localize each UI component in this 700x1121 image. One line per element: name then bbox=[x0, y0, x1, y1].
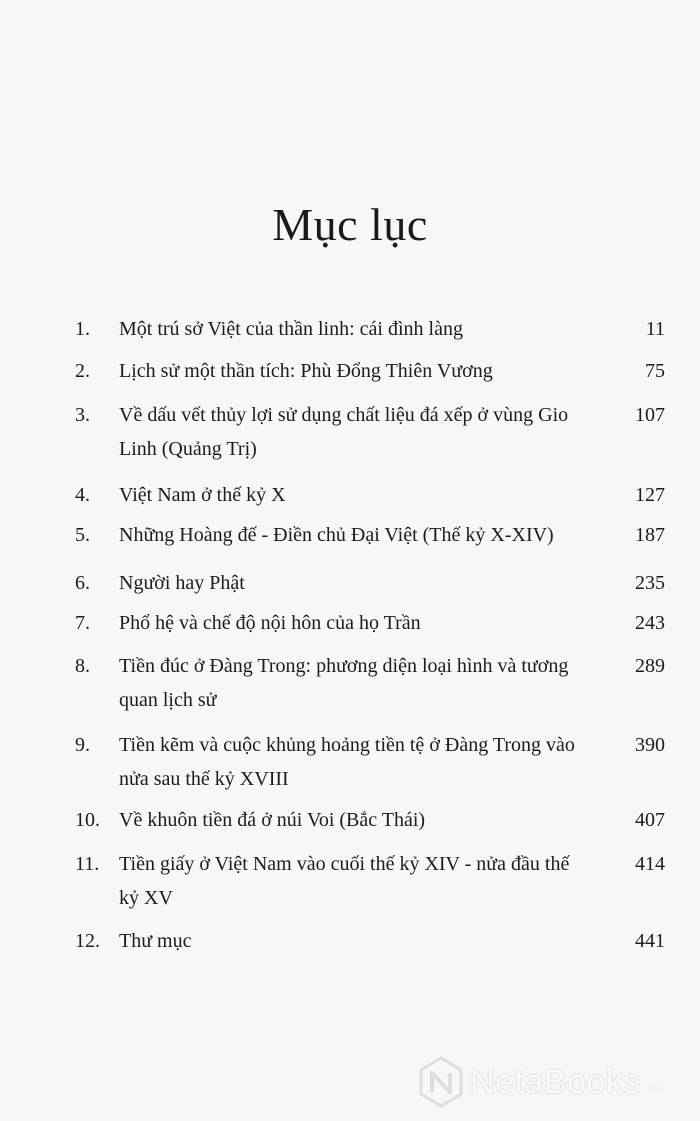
toc-page-number: 390 bbox=[635, 734, 665, 756]
toc-title: Người hay Phật bbox=[119, 572, 245, 594]
toc-page-number: 235 bbox=[635, 572, 665, 594]
toc-number: 10. bbox=[75, 809, 100, 831]
toc-page-number: 289 bbox=[635, 655, 665, 677]
toc-title: Về khuôn tiền đá ở núi Voi (Bắc Thái) bbox=[119, 809, 426, 831]
toc-title: Việt Nam ở thế kỷ X bbox=[119, 484, 286, 506]
toc-title: Tiền kẽm và cuộc khủng hoảng tiền tệ ở Đàng Trong vào nửa sau thế kỷ XVIII bbox=[119, 734, 575, 790]
toc-page-number: 243 bbox=[635, 612, 665, 634]
toc-number: 2. bbox=[75, 360, 90, 382]
toc-number: 1. bbox=[75, 318, 90, 340]
netabooks-logo-icon bbox=[418, 1056, 464, 1108]
toc-page-number: 127 bbox=[635, 484, 665, 506]
toc-number: 7. bbox=[75, 612, 90, 634]
toc-page-number: 11 bbox=[645, 318, 665, 340]
watermark bbox=[418, 1055, 664, 1109]
toc-number: 9. bbox=[75, 734, 90, 756]
toc-title: Lịch sử một thần tích: Phù Đổng Thiên Vương bbox=[119, 360, 493, 382]
toc-title: Những Hoàng đế - Điền chủ Đại Việt (Thế kỷ X-XIV) bbox=[119, 524, 554, 546]
toc-title: Một trú sở Việt của thần linh: cái đình làng bbox=[119, 318, 463, 340]
toc-page-number: 414 bbox=[635, 853, 665, 875]
toc-number: 4. bbox=[75, 484, 90, 506]
toc-number: 12. bbox=[75, 930, 100, 952]
toc-page-number: 107 bbox=[635, 404, 665, 426]
toc-title: Thư mục bbox=[119, 930, 192, 952]
toc-number: 8. bbox=[75, 655, 90, 677]
watermark-text: NetaBooks bbox=[470, 1062, 641, 1101]
watermark-suffix: .vn bbox=[642, 1079, 665, 1096]
toc-title: Tiền giấy ở Việt Nam vào cuối thế kỷ XIV - nửa đầu thế kỷ XV bbox=[119, 853, 570, 909]
toc-number: 5. bbox=[75, 524, 90, 546]
toc-number: 11. bbox=[75, 853, 100, 875]
toc-title: Về dấu vết thủy lợi sử dụng chất liệu đá xếp ở vùng Gio Linh (Quảng Trị) bbox=[119, 404, 569, 460]
toc-number: 3. bbox=[75, 404, 90, 426]
toc-title: Phổ hệ và chế độ nội hôn của họ Trần bbox=[119, 612, 421, 634]
page-title: Mục lục bbox=[272, 199, 428, 250]
toc-page-number: 441 bbox=[635, 930, 665, 952]
toc-page-number: 75 bbox=[645, 360, 665, 382]
toc-title: Tiền đúc ở Đàng Trong: phương diện loại hình và tương quan lịch sử bbox=[119, 655, 569, 711]
toc-page-number: 187 bbox=[635, 524, 665, 546]
toc-page-number: 407 bbox=[635, 809, 665, 831]
toc-number: 6. bbox=[75, 572, 90, 594]
